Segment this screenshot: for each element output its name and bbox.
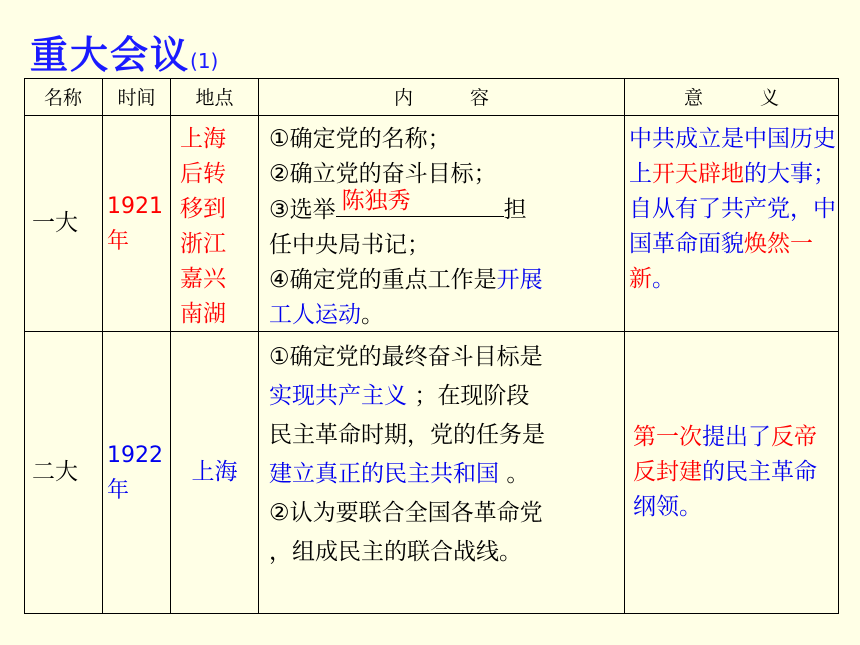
row1-place-text: 上海后转移到浙江嘉兴南湖 [180,126,226,327]
row1-content-line6 [269,298,620,332]
row1-place [171,116,259,332]
meetings-table [24,78,839,614]
row1-time-text: 1921年 [107,193,163,254]
row1-content-line5 [269,263,620,298]
page-title-sub: (1) [190,49,219,73]
header-place: 地点 [171,78,259,116]
row2-meaning [625,332,839,614]
row2-time-text: 1922年 [107,442,163,503]
row1-meaning-p4: 焕然一新 [629,231,813,292]
row2-meaning-text [633,420,836,525]
row2-content-line2-post: ；在现阶段 [414,383,530,409]
row2-content-line5-blue: 建立真正的民主共和国 [269,461,499,487]
row2-content-line2-blue: 实现共产主义 [269,383,407,409]
header-name: 名称 [24,78,103,116]
leader-answer-blank [336,188,504,217]
row1-content-line1: ①确定党的名称； [269,126,451,152]
row1-meaning-p1: 中共成立是中国历史上 [629,126,836,187]
row1-name [24,116,103,332]
page-title [30,24,218,79]
row2-content-line5-post: 。 [506,461,530,487]
row2-meaning-p4: 的民主革命纲领。 [633,459,817,520]
row2-name [24,332,103,614]
row1-time [103,116,171,332]
row1-content-line5-pre: ④确定党的重点工作是 [269,267,497,293]
header-content: 内 容 [259,78,625,116]
row2-place [171,332,259,614]
row2-content-line7: ，组成民主的联合战线。 [269,539,522,565]
row1-content-line3-post: 担 [503,197,527,223]
row1-content-line2: ②确立党的奋斗目标； [269,161,497,187]
row2-content-line6: ②认为要联合全国各革命党 [269,500,543,526]
row1-meaning-p5: 。 [652,266,675,292]
row1-meaning-p2: 开天辟地 [652,161,744,187]
row1-content-line3-pre: ③选举 [269,197,336,223]
header-meaning: 意 义 [625,78,839,116]
row2-name-text: 二大 [32,459,78,485]
row1-content-line6-blue: 工人运动 [269,302,361,328]
leader-answer: 陈独秀 [341,188,411,214]
row2-content-line5 [269,455,620,494]
row2-place-text: 上海 [191,459,238,485]
row2-content [259,332,625,614]
row1-content [259,116,625,332]
row1-content-line5-blue: 开展 [496,267,543,293]
header-time: 时间 [103,78,171,116]
row1-meaning [625,116,839,332]
row2-time [103,332,171,614]
row1-content-line3 [269,188,620,228]
row2-meaning-p3: 反帝反封建 [633,424,817,485]
row1-content-line6-post: 。 [361,302,384,328]
row2-content-line2 [269,377,620,416]
row2-content-line3: 民主革命时期，党的任务是 [269,422,545,448]
row1-name-text: 一大 [32,210,78,236]
row1-content-line4: 任中央局书记； [269,232,430,258]
page-title-text: 重大会议 [30,33,191,77]
row2-content-line1: ①确定党的最终奋斗目标是 [269,344,543,370]
row1-meaning-p3: 的大事；自从有了共产党，中国革命面貌 [629,161,836,257]
row2-meaning-p2: 提出了 [702,424,771,450]
row2-meaning-p1: 第一次 [633,424,702,450]
